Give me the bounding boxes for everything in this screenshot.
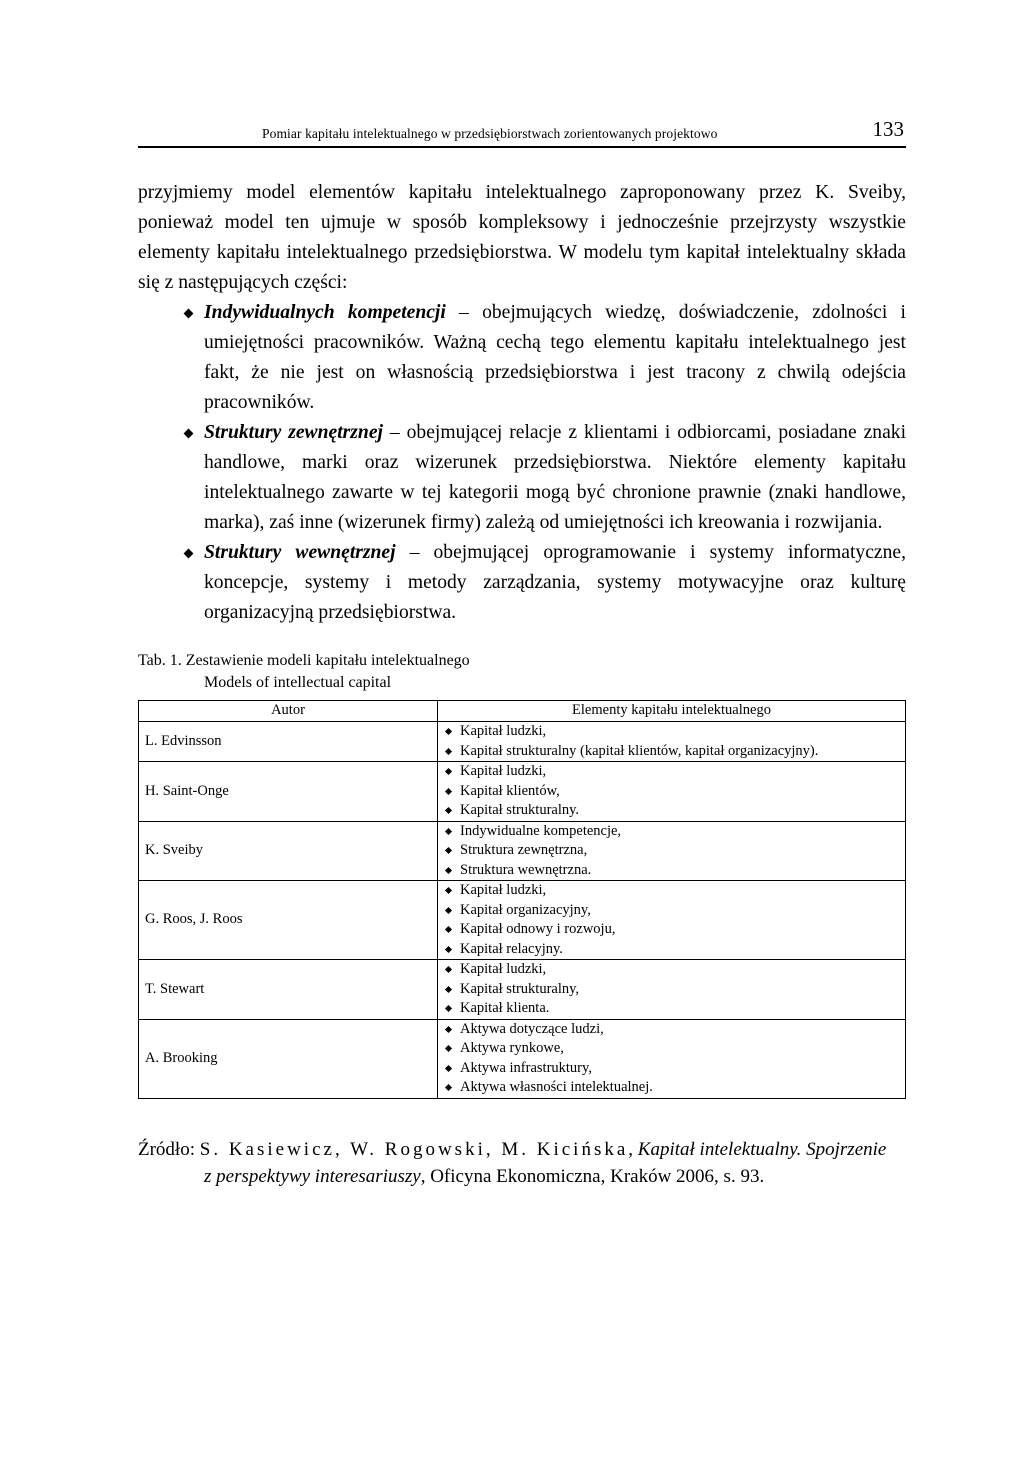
- component-term: Struktury wewnętrznej: [204, 542, 396, 563]
- elements-list: [444, 762, 899, 821]
- element-text: Aktywa rynkowe,: [460, 1040, 564, 1056]
- column-header-elements: Elementy kapitału intelektualnego: [438, 701, 906, 722]
- table-caption: [138, 650, 470, 694]
- element-text: Kapitał klientów,: [460, 782, 560, 799]
- diamond-bullet-icon: [445, 1045, 452, 1052]
- diamond-bullet-icon: [445, 966, 452, 973]
- component-term: Struktury zewnętrznej: [204, 422, 383, 443]
- list-item: [444, 901, 899, 921]
- diamond-bullet-icon: [184, 309, 194, 319]
- page-header: [138, 116, 906, 148]
- element-text: Kapitał ludzki,: [460, 723, 547, 739]
- list-item: [444, 960, 899, 980]
- components-list: [138, 298, 906, 628]
- models-table: [138, 700, 906, 1099]
- page-number: 133: [872, 117, 904, 141]
- author-cell: H. Saint-Onge: [139, 762, 438, 822]
- diamond-bullet-icon: [445, 866, 452, 873]
- source-title-part-1: Kapitał intelektualny. Spojrzenie: [637, 1139, 887, 1160]
- list-item: [444, 782, 899, 802]
- diamond-bullet-icon: [445, 847, 452, 854]
- list-item: [444, 742, 899, 762]
- list-item: [444, 861, 899, 881]
- elements-cell: [438, 960, 906, 1020]
- diamond-bullet-icon: [445, 985, 452, 992]
- source-separator: ,: [628, 1139, 638, 1160]
- element-text: Kapitał relacyjny.: [460, 940, 563, 957]
- list-item: [444, 999, 899, 1019]
- component-description: – obejmujących wiedzę, doświadczenie, zdolności i umiejętności pracowników. Ważną cechą tego elementu kapitału intelektualnego jest fakt, że nie jest on własnością przedsiębiorstwa i jest tracony z chwilą odejścia pracowników.: [204, 302, 906, 413]
- diamond-bullet-icon: [445, 926, 452, 933]
- source-line-2: [138, 1163, 906, 1190]
- elements-cell: [438, 821, 906, 881]
- elements-cell: [438, 881, 906, 960]
- list-item: [444, 822, 899, 842]
- diamond-bullet-icon: [445, 1064, 452, 1071]
- elements-cell: [438, 722, 906, 762]
- source-label: Źródło:: [138, 1139, 200, 1160]
- list-item: [444, 920, 899, 940]
- diamond-bullet-icon: [445, 728, 452, 735]
- element-text: Aktywa dotyczące ludzi,: [460, 1020, 604, 1037]
- table-row: [139, 821, 906, 881]
- source-title-part-2: z perspektywy interesariuszy: [204, 1166, 421, 1187]
- source-note: [138, 1136, 906, 1190]
- table-caption-en: Models of intellectual capital: [204, 674, 392, 691]
- diamond-bullet-icon: [445, 1025, 452, 1032]
- author-cell: K. Sveiby: [139, 821, 438, 881]
- diamond-bullet-icon: [445, 747, 452, 754]
- component-description: – obejmującej oprogramowanie i systemy informatyczne, koncepcje, systemy i metody zarządzania, systemy motywacyjne oraz kulturę organizacyjną przedsiębiorstwa.: [204, 542, 906, 623]
- source-publisher: , Oficyna Ekonomiczna, Kraków 2006, s. 93.: [420, 1166, 765, 1187]
- element-text: Aktywa własności intelektualnej.: [460, 1079, 653, 1095]
- table-row: [139, 960, 906, 1020]
- author-cell: T. Stewart: [139, 960, 438, 1020]
- diamond-bullet-icon: [445, 768, 452, 775]
- element-text: Kapitał strukturalny (kapitał klientów, kapitał organizacyjny).: [460, 742, 819, 759]
- list-item: [444, 762, 899, 782]
- diamond-bullet-icon: [184, 429, 194, 439]
- table-row: [139, 1019, 906, 1098]
- list-item: [138, 298, 906, 418]
- table-row: [139, 722, 906, 762]
- running-title: Pomiar kapitału intelektualnego w przedsiębiorstwach zorientowanych projektowo: [262, 126, 718, 141]
- element-text: Aktywa infrastruktury,: [460, 1059, 592, 1076]
- body-text: [138, 178, 906, 628]
- component-term: Indywidualnych kompetencji: [204, 302, 446, 323]
- diamond-bullet-icon: [445, 1005, 452, 1012]
- elements-cell: [438, 1019, 906, 1098]
- component-description: – obejmującej relacje z klientami i odbiorcami, posiadane znaki handlowe, marki oraz wizerunek przedsiębiorstwa. Niektóre elementy kapitału intelektualnego zawarte w tej kategorii mogą być chronione prawnie (znaki handlowe, marka), zaś inne (wizerunek firmy) zależą od umiejętności ich kreowania i rozwijania.: [204, 422, 907, 533]
- element-text: Kapitał strukturalny,: [460, 980, 580, 997]
- diamond-bullet-icon: [445, 906, 452, 913]
- author-cell: G. Roos, J. Roos: [139, 881, 438, 960]
- list-item: [444, 1039, 899, 1059]
- element-text: Kapitał strukturalny.: [460, 802, 580, 818]
- list-item: [444, 722, 899, 742]
- elements-list: [444, 1020, 899, 1098]
- element-text: Kapitał klienta.: [460, 1000, 550, 1016]
- element-text: Kapitał odnowy i rozwoju,: [460, 921, 616, 937]
- intro-paragraph: przyjmiemy model elementów kapitału intelektualnego zaproponowany przez K. Sveiby, ponieważ model ten ujmuje w sposób kompleksowy i jednocześnie przejrzysty wszystkie elementy kapitału intelektualnego przedsiębiorstwa. W modelu tym kapitał intelektualny składa się z następujących części:: [138, 182, 906, 293]
- list-item: [444, 1020, 899, 1040]
- element-text: Kapitał ludzki,: [460, 763, 547, 779]
- diamond-bullet-icon: [445, 945, 452, 952]
- element-text: Struktura zewnętrzna,: [460, 842, 588, 858]
- elements-list: [444, 722, 899, 761]
- element-text: Kapitał organizacyjny,: [460, 901, 591, 918]
- diamond-bullet-icon: [445, 887, 452, 894]
- table-row: [139, 762, 906, 822]
- element-text: Struktura wewnętrzna.: [460, 861, 592, 878]
- list-item: [444, 980, 899, 1000]
- diamond-bullet-icon: [445, 827, 452, 834]
- diamond-bullet-icon: [184, 549, 194, 559]
- element-text: Kapitał ludzki,: [460, 882, 547, 898]
- list-item: [444, 1059, 899, 1079]
- table-row: [139, 881, 906, 960]
- element-text: Kapitał ludzki,: [460, 961, 547, 977]
- elements-cell: [438, 762, 906, 822]
- list-item: [444, 940, 899, 960]
- list-item: [444, 801, 899, 821]
- source-line-1: [138, 1136, 906, 1163]
- list-item: [444, 881, 899, 901]
- diamond-bullet-icon: [445, 807, 452, 814]
- author-cell: A. Brooking: [139, 1019, 438, 1098]
- table-body: [139, 722, 906, 1099]
- list-item: [444, 1078, 899, 1098]
- list-item: [138, 538, 906, 628]
- source-authors: S. Kasiewicz, W. Rogowski, M. Kicińska: [199, 1139, 629, 1160]
- table-header-row: [139, 701, 906, 722]
- list-item: [138, 418, 906, 538]
- list-item: [444, 841, 899, 861]
- elements-list: [444, 881, 899, 959]
- author-cell: L. Edvinsson: [139, 722, 438, 762]
- diamond-bullet-icon: [445, 787, 452, 794]
- table-caption-pl: Tab. 1. Zestawienie modeli kapitału intelektualnego: [138, 652, 470, 669]
- elements-list: [444, 822, 899, 881]
- column-header-author: Autor: [139, 701, 438, 722]
- element-text: Indywidualne kompetencje,: [460, 822, 622, 839]
- diamond-bullet-icon: [445, 1084, 452, 1091]
- elements-list: [444, 960, 899, 1019]
